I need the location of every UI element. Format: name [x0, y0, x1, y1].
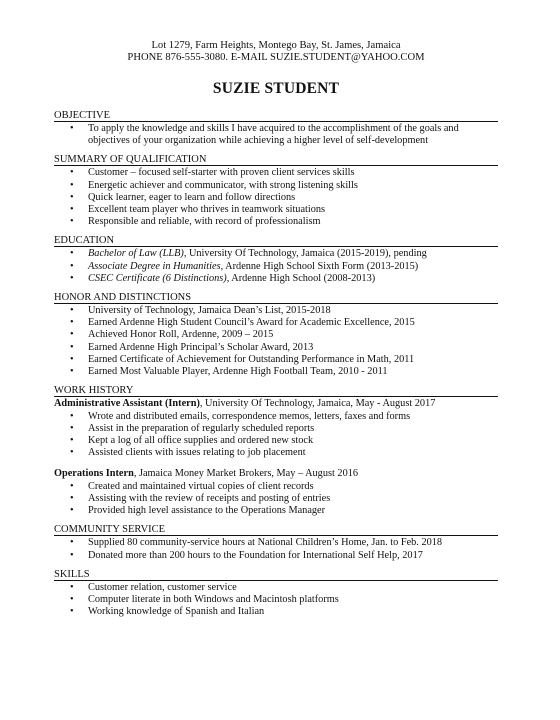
- bullet-icon: •: [70, 204, 74, 216]
- summary-section: [54, 154, 498, 228]
- section-heading-honors: HONOR AND DISTINCTIONS: [54, 292, 498, 304]
- list-item: • Responsible and reliable, with record of professionalism: [70, 216, 321, 228]
- bullet-icon: •: [70, 191, 74, 203]
- section-heading-education: EDUCATION: [54, 235, 498, 247]
- list-item: • Assist in the preparation of regularly scheduled reports: [70, 422, 315, 434]
- list-item: • Earned Certificate of Achievement for Outstanding Performance in Math, 2011: [70, 353, 415, 365]
- list-item: • Energetic achiever and communicator, with strong listening skills: [70, 179, 358, 191]
- bullet-icon: •: [70, 549, 74, 561]
- bullet-icon: •: [70, 594, 74, 606]
- list-item: • Wrote and distributed emails, correspondence memos, letters, faxes and forms: [70, 410, 411, 422]
- list-item: • To apply the knowledge and skills I have acquired to the accomplishment of the goals and objectives of your organization while achieving a higher level of self-development: [70, 123, 459, 147]
- contact-line: PHONE 876-555-3080. E-MAIL SUZIE.STUDENT@YAHOO.COM: [127, 52, 425, 63]
- bullet-icon: •: [70, 248, 74, 260]
- bullet-icon: •: [70, 422, 74, 434]
- bullet-icon: •: [70, 447, 74, 459]
- job-heading: Administrative Assistant (Intern), University Of Technology, Jamaica, May - August 2017: [54, 398, 436, 410]
- section-heading-objective: OBJECTIVE: [54, 110, 498, 122]
- objective-section: [54, 110, 498, 147]
- bullet-icon: •: [70, 317, 74, 329]
- bullet-icon: •: [70, 435, 74, 447]
- bullet-icon: •: [70, 260, 74, 272]
- list-item: • Provided high level assistance to the Operations Manager: [70, 505, 326, 517]
- list-item: • Customer – focused self-starter with proven client services skills: [70, 167, 355, 179]
- list-item: • Assisted clients with issues relating to job placement: [70, 447, 306, 459]
- bullet-icon: •: [70, 606, 74, 618]
- education-section: [54, 235, 498, 285]
- bullet-icon: •: [70, 341, 74, 353]
- job-heading: Operations Intern, Jamaica Money Market Brokers, May – August 2016: [54, 468, 359, 480]
- bullet-icon: •: [70, 216, 74, 228]
- list-item: • Computer literate in both Windows and Macintosh platforms: [70, 594, 339, 606]
- bullet-icon: •: [70, 123, 74, 134]
- list-item: • Earned Most Valuable Player, Ardenne High Football Team, 2010 - 2011: [70, 366, 388, 378]
- list-item: • Customer relation, customer service: [70, 581, 237, 593]
- bullet-icon: •: [70, 179, 74, 191]
- bullet-icon: •: [70, 353, 74, 365]
- list-item: • Donated more than 200 hours to the Foundation for International Self Help, 2017: [70, 549, 423, 561]
- section-heading-skills: SKILLS: [54, 569, 498, 581]
- bullet-icon: •: [70, 366, 74, 378]
- list-item: • Kept a log of all office supplies and ordered new stock: [70, 435, 314, 447]
- candidate-name: SUZIE STUDENT: [212, 80, 340, 97]
- bullet-icon: •: [70, 272, 74, 284]
- honors-section: [54, 292, 498, 378]
- bullet-icon: •: [70, 537, 74, 549]
- work-section: [54, 385, 498, 517]
- skills-section: [54, 569, 498, 619]
- list-item: • Created and maintained virtual copies of client records: [70, 480, 314, 492]
- section-heading-work: WORK HISTORY: [54, 385, 498, 397]
- list-item: • Assisting with the review of receipts and posting of entries: [70, 493, 331, 505]
- list-item: • Bachelor of Law (LLB), University Of Technology, Jamaica (2015-2019), pending: [70, 248, 427, 260]
- bullet-icon: •: [70, 410, 74, 422]
- list-item: • CSEC Certificate (6 Distinctions), Ardenne High School (2008-2013): [70, 272, 376, 284]
- list-item: • Quick learner, eager to learn and follow directions: [70, 191, 296, 203]
- bullet-icon: •: [70, 305, 74, 317]
- list-item: • Associate Degree in Humanities, Ardenne High School Sixth Form (2013-2015): [70, 260, 419, 272]
- list-item: • Achieved Honor Roll, Ardenne, 2009 – 2015: [70, 329, 274, 341]
- list-item: • Supplied 80 community-service hours at National Children’s Home, Jan. to Feb. 2018: [70, 537, 443, 549]
- bullet-icon: •: [70, 167, 74, 179]
- list-item: • University of Technology, Jamaica Dean’s List, 2015-2018: [70, 305, 331, 317]
- bullet-icon: •: [70, 581, 74, 593]
- section-heading-community: COMMUNITY SERVICE: [54, 524, 498, 536]
- list-item: • Earned Ardenne High Student Council’s Award for Academic Excellence, 2015: [70, 317, 415, 329]
- bullet-icon: •: [70, 329, 74, 341]
- list-item: • Excellent team player who thrives in teamwork situations: [70, 204, 326, 216]
- section-heading-summary: SUMMARY OF QUALIFICATION: [54, 154, 498, 166]
- address-line: Lot 1279, Farm Heights, Montego Bay, St. James, Jamaica: [151, 40, 401, 51]
- bullet-icon: •: [70, 505, 74, 517]
- list-item: • Working knowledge of Spanish and Italian: [70, 606, 265, 618]
- bullet-icon: •: [70, 493, 74, 505]
- bullet-icon: •: [70, 480, 74, 492]
- community-section: [54, 524, 498, 561]
- list-item: • Earned Ardenne High Principal’s Scholar Award, 2013: [70, 341, 314, 353]
